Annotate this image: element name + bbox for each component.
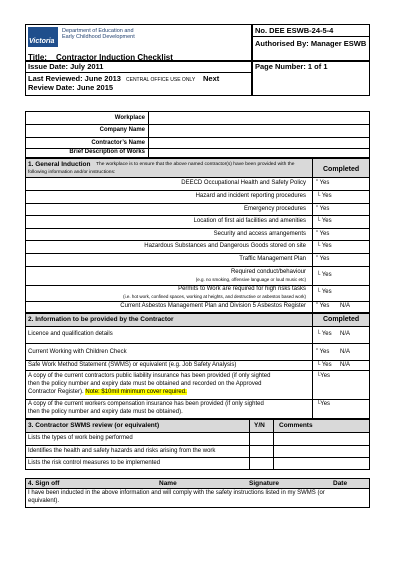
issue-divider (25, 72, 252, 73)
s2-item-text: Licence and qualification details (28, 331, 113, 337)
last-reviewed: Last Reviewed: June 2013 (28, 74, 121, 83)
s1-item-text: Location of first aid facilities and amenities (193, 218, 306, 224)
s2-yes-checkbox[interactable]: └Yes (316, 373, 331, 379)
section4-name-header: Name (159, 480, 177, 487)
s1-yes-checkbox[interactable]: └ Yes (316, 218, 332, 224)
section3-yn-header: Y/N (254, 422, 265, 429)
document-title: Contractor Induction Checklist (56, 53, 173, 62)
s1-item-text: Hazardous Substances and Dangerous Goods stored on site (144, 243, 306, 249)
department-name: Department of Education and Early Childhood Development (62, 28, 135, 40)
s3-yn-field[interactable] (250, 458, 272, 469)
s3-comments-field[interactable] (274, 433, 369, 444)
s1-item-text: Required conduct/behaviour (230, 269, 306, 275)
s3-yn-field[interactable] (250, 433, 272, 444)
s1-yes-checkbox[interactable]: ” Yes (316, 206, 330, 212)
section2-title: 2. Information to be provided by the Contractor (28, 316, 174, 323)
document-number: No. DEE ESWB-24-5-4 (255, 26, 334, 35)
s2-item-line: A copy of the current contractors public liability insurance has been provided (if only sighted (28, 373, 271, 379)
brief-description-input[interactable] (150, 149, 368, 157)
s2-item-text: Safe Work Method Statement (SWMS) or equivalent (e.g. Job Safety Analysis) (28, 362, 237, 368)
workplace-divider (148, 111, 149, 158)
section4-signature-header: Signature (249, 480, 279, 487)
brief-description-label: Brief Description of Works (69, 149, 145, 155)
s2-yes-checkbox[interactable]: └ Yes (316, 331, 332, 337)
s1-yes-checkbox[interactable]: ” Yes (316, 180, 330, 186)
section4-header (26, 479, 369, 488)
review-date: Review Date: June 2015 (28, 83, 114, 92)
section1-intro-b: following information and/or instructions: (28, 170, 116, 175)
s2-yes-checkbox[interactable]: └ Yes (316, 362, 332, 368)
s1-yes-checkbox[interactable]: └ Yes (316, 243, 332, 249)
s1-item-sub: (i.e. hot work, confined spaces, working at heights, and destructive or asbestos based work) (123, 294, 306, 299)
s3-yn-field[interactable] (250, 446, 272, 456)
insurance-note-highlight: Note: $10mil minimum cover required. (85, 389, 187, 395)
section3-title: 3. Contractor SWMS review (or equivalent) (28, 422, 160, 429)
s1-yes-checkbox[interactable]: └ Yes (316, 193, 332, 199)
s1-item-sub: (e.g. no smoking, offensive language or loud music etc) (195, 277, 306, 282)
s2-yes-checkbox[interactable]: └Yes (316, 401, 331, 407)
s3-item-text: Lists the types of work being performed (28, 435, 133, 441)
s2-na-checkbox[interactable]: N/A (340, 331, 351, 337)
s1-yes-checkbox[interactable]: ” Yes (316, 303, 330, 309)
section1-title: 1. General Induction (28, 161, 91, 168)
s1-na-checkbox[interactable]: N/A (340, 303, 351, 309)
workplace-label: Workplace (114, 115, 145, 121)
section3-comments-header: Comments (279, 422, 313, 429)
s2-item-line: Contractor Register). Note: $10mil minimum cover required. (28, 389, 187, 395)
section4-title: 4. Sign off (28, 480, 60, 487)
s2-yes-checkbox[interactable]: ” Yes (316, 349, 330, 355)
s1-yes-checkbox[interactable]: ” Yes (316, 231, 330, 237)
s1-yes-checkbox[interactable]: ” Yes (316, 256, 330, 262)
s3-item-text: Lists the risk control measures to be implemented (28, 460, 161, 466)
section4-date-header: Date (333, 480, 348, 487)
s2-na-checkbox[interactable]: N/A (340, 362, 351, 368)
s2-item-line: then the policy number and expiry date must be obtained). (28, 409, 183, 415)
section1-completed-header: Completed (323, 166, 360, 173)
s1-item-text: Emergency procedures (243, 206, 306, 212)
signoff-statement-b: equivalent). (28, 498, 60, 504)
header-right-divider (252, 36, 370, 37)
section1-intro-a: The workplace is to ensure that the above named contractor(s) have been provided with the (96, 162, 295, 167)
company-name-label: Company Name (99, 127, 145, 133)
s2-item-text: Current Working with Children Check (28, 349, 127, 355)
next-label: Next (203, 74, 220, 83)
signoff-statement-a: I have been inducted in the above information and will comply with the safety instructions listed in my SWMS (or (28, 490, 325, 496)
s1-item-text: Current Asbestos Management Plan and Division 5 Asbestos Register (120, 303, 306, 309)
page-number: Page Number: 1 of 1 (255, 62, 328, 71)
contractor-name-input[interactable] (150, 138, 368, 147)
s3-comments-field[interactable] (274, 446, 369, 456)
authorised-by: Authorised By: Manager ESWB (255, 39, 367, 48)
s1-item-text: DEECD Occupational Health and Safety Policy (181, 180, 306, 186)
s1-item-text: Traffic Management Plan (239, 256, 306, 262)
title-label: Title: (28, 53, 47, 62)
s3-comments-field[interactable] (274, 458, 369, 469)
s1-yes-checkbox[interactable]: └ Yes (316, 289, 332, 295)
s1-item-text: Permits to Work are required for high risks tasks (178, 286, 306, 292)
section2-completed-header: Completed (323, 316, 360, 323)
workplace-input[interactable] (150, 112, 368, 123)
s1-yes-checkbox[interactable]: └ Yes (316, 272, 332, 278)
s3-item-text: Identifies the health and safety hazards and risks arising from the work (28, 448, 216, 454)
central-office-note: CENTRAL OFFICE USE ONLY (126, 77, 196, 83)
issue-date: Issue Date: July 2011 (28, 62, 104, 71)
s2-item-line: A copy of the current workers compensation insurance has been provided (if only sighted (28, 401, 264, 407)
company-name-input[interactable] (150, 125, 368, 136)
s1-item-text: Hazard and incident reporting procedures (195, 193, 306, 199)
victoria-logo-word: Victoria (29, 38, 55, 45)
s2-na-checkbox[interactable]: N/A (340, 349, 351, 355)
s1-item-text: Security and access arrangements (213, 231, 306, 237)
s2-item-line: then the policy number and expiry date must be obtained and recorded on the Approved (28, 381, 262, 387)
contractor-name-label: Contractor’s Name (91, 140, 145, 146)
